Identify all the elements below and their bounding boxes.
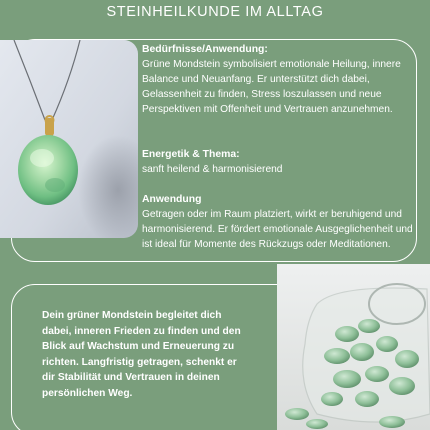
section-usage-text: Getragen oder im Raum platziert, wirkt er beruhigend und harmonisierend. Er fördert emotionale Ausgeglichenheit und ist ideal für Momente des Rückzugs oder Meditationen. <box>142 209 413 250</box>
section-energetics-text: sanft heilend & harmonisierend <box>142 164 283 175</box>
section-usage-heading: Anwendung <box>142 194 202 205</box>
moonstone-pendant-photo <box>0 40 138 238</box>
moonstone-jar-photo <box>277 264 430 430</box>
section-needs <box>142 42 417 117</box>
section-energetics-heading: Energetik & Thema: <box>142 149 240 160</box>
bottom-summary-text: Dein grüner Mondstein begleitet dich dabei, inneren Frieden zu finden und den Blick auf Wachstum und Erneuerung zu richten. Langfristig getragen, schenkt er dir Stabilität und Vertrauen in deinen persönlichen Weg. <box>42 310 241 399</box>
section-usage <box>142 192 417 252</box>
section-energetics <box>142 147 417 177</box>
section-needs-text: Grüne Mondstein symbolisiert emotionale Heilung, innere Balance und Neuanfang. Er unterstützt dich dabei, Gelassenheit zu finden, Stress loszulassen und neue Perspektiven mit Offenheit und Vertrauen anzunehmen. <box>142 59 401 115</box>
page-title: STEINHEILKUNDE IM ALLTAG <box>106 4 324 20</box>
section-needs-heading: Bedürfnisse/Anwendung: <box>142 44 268 55</box>
